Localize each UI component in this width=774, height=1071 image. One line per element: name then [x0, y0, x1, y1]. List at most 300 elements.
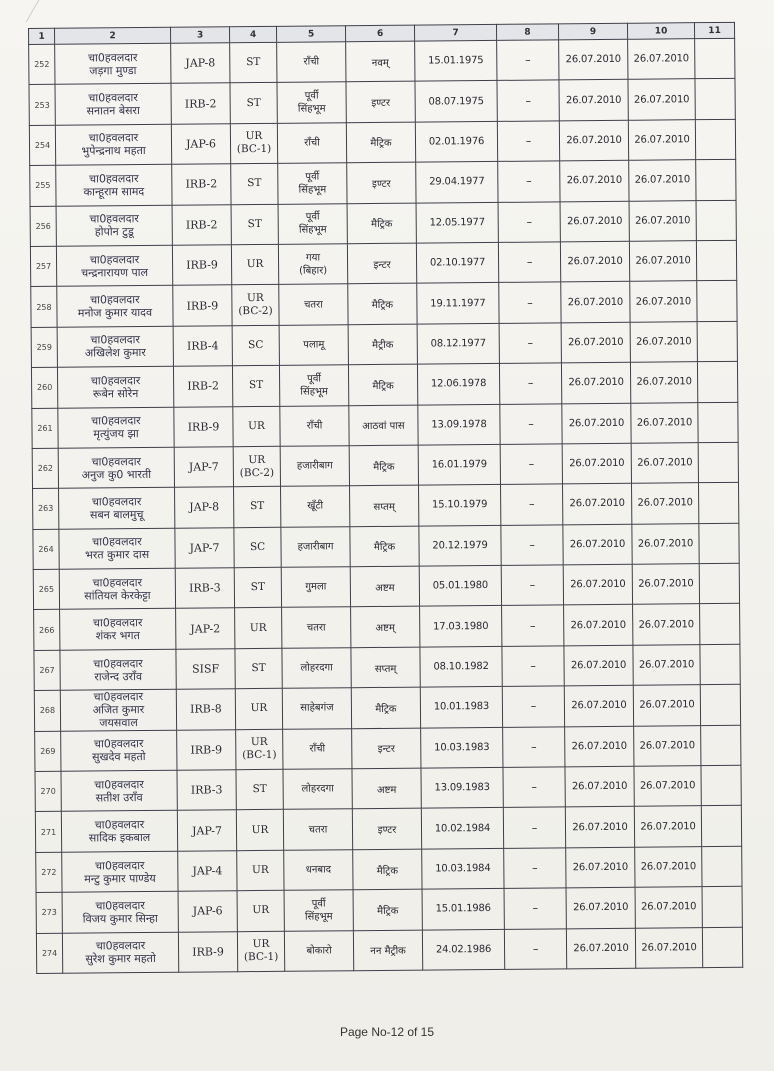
date-cell-9: 26.07.2010 — [559, 120, 628, 161]
date-cell-9: 26.07.2010 — [566, 887, 635, 928]
district-cell-line: धनबाद — [305, 864, 332, 876]
birth-date-cell: 13.09.1978 — [418, 404, 500, 445]
district-cell — [278, 203, 347, 244]
unit-cell: JAP-2 — [176, 608, 235, 649]
column-8-cell: – — [498, 161, 560, 202]
person-name: मनोज कुमार यादव — [77, 305, 153, 320]
rank-name-cell — [61, 811, 177, 852]
unit-cell: SISF — [176, 649, 235, 690]
serial-number-cell: 253 — [29, 85, 55, 126]
district-cell-line: पूर्वी — [304, 90, 319, 102]
category-cell — [236, 810, 283, 851]
unit-cell: IRB-9 — [177, 729, 236, 770]
education-cell: इण्टर — [347, 162, 416, 203]
serial-number-cell: 268 — [34, 690, 60, 731]
column-11-cell — [697, 281, 737, 322]
date-cell-10: 26.07.2010 — [628, 119, 695, 160]
district-cell-line: राँची — [304, 137, 320, 149]
date-cell-10: 26.07.2010 — [634, 766, 701, 807]
birth-date-cell: 05.01.1980 — [419, 565, 501, 606]
person-name: कान्हूराम सामद — [83, 184, 145, 199]
unit-cell: IRB-3 — [177, 770, 236, 811]
education-cell: अष्टम् — [351, 607, 420, 648]
category-cell-line: UR — [248, 419, 265, 432]
category-cell — [233, 446, 280, 487]
district-cell — [277, 82, 346, 123]
birth-date-cell: 02.10.1977 — [416, 242, 498, 283]
table-row — [36, 846, 742, 893]
date-cell-10: 26.07.2010 — [628, 39, 695, 80]
unit-cell: IRB-9 — [172, 245, 231, 286]
table-row — [36, 887, 742, 934]
education-cell: इन्टर — [352, 728, 421, 769]
rank-label: चा0हवलदार — [89, 171, 139, 186]
column-11-cell — [702, 927, 742, 968]
table-row — [30, 160, 736, 207]
district-cell — [283, 769, 352, 810]
rank-label: चा0हवलदार — [87, 50, 138, 65]
column-11-cell — [702, 887, 742, 928]
date-cell-9: 26.07.2010 — [563, 524, 632, 565]
date-cell-9: 26.07.2010 — [563, 484, 632, 525]
district-cell-line: पलामू — [303, 339, 325, 351]
table-row — [29, 119, 735, 166]
date-cell-9: 26.07.2010 — [559, 39, 628, 80]
unit-cell: JAP-7 — [175, 527, 234, 568]
table-row — [30, 200, 736, 247]
rank-name-cell — [56, 205, 172, 246]
date-cell-10: 26.07.2010 — [631, 443, 698, 484]
district-cell — [283, 809, 352, 850]
person-name: सांतियल केरकेट्टा — [84, 588, 151, 603]
person-name: राजेन्द उराँव — [94, 669, 143, 683]
rank-name-cell — [60, 649, 176, 690]
serial-number-cell: 273 — [36, 892, 62, 933]
district-cell — [278, 163, 347, 204]
table-row — [32, 442, 738, 489]
column-11-cell — [701, 725, 741, 766]
district-cell-line: सिंहभूम — [298, 184, 327, 196]
category-cell — [234, 567, 281, 608]
education-cell: मैट्रिक — [348, 283, 417, 324]
rank-name-cell — [59, 568, 175, 609]
serial-number-cell: 274 — [36, 933, 62, 974]
serial-number-cell: 271 — [35, 812, 61, 853]
category-cell-line: (BC-2) — [238, 304, 273, 318]
column-8-cell: – — [504, 928, 566, 969]
table-row — [33, 483, 739, 530]
district-cell-line: चतरा — [308, 824, 328, 836]
serial-number-cell: 264 — [33, 529, 59, 570]
table-row — [29, 79, 735, 126]
serial-number-cell: 255 — [30, 165, 56, 206]
column-8-cell: – — [504, 848, 566, 889]
district-cell — [279, 284, 348, 325]
person-name: सबन बालमुचू — [89, 507, 144, 522]
category-cell-line: SC — [248, 338, 264, 352]
date-cell-10: 26.07.2010 — [633, 604, 700, 645]
category-cell-line: UR — [250, 702, 268, 715]
district-cell — [282, 607, 351, 648]
column-header-9: 9 — [558, 23, 627, 40]
rank-name-cell — [56, 164, 172, 205]
rank-name-cell — [59, 488, 175, 529]
person-name: मन्टु कुमार पाण्डेय — [84, 871, 156, 886]
person-name: सुखदेव महतो — [92, 750, 146, 764]
education-cell: नवम् — [346, 41, 415, 82]
district-cell-line: राँची — [306, 420, 323, 432]
rank-name-cell — [55, 43, 171, 84]
birth-date-cell: 08.07.1975 — [415, 81, 497, 122]
column-8-cell: – — [499, 282, 561, 323]
category-cell-line: UR — [248, 453, 266, 466]
category-cell — [232, 285, 279, 326]
district-cell — [284, 850, 353, 891]
rank-name-cell — [58, 407, 174, 448]
category-cell-line: ST — [252, 783, 267, 796]
column-header-4: 4 — [229, 26, 276, 42]
rank-label: चा0हवलदार — [95, 898, 145, 913]
category-cell-line: UR — [252, 938, 270, 951]
column-8-cell: – — [499, 363, 561, 404]
district-cell — [280, 405, 349, 446]
column-8-cell: – — [502, 686, 564, 727]
rank-label: चा0हवलदार — [89, 252, 140, 267]
district-cell-line: गया — [305, 252, 321, 264]
column-11-cell — [700, 685, 740, 726]
birth-date-cell: 15.10.1979 — [419, 485, 501, 526]
birth-date-cell: 10.03.1984 — [422, 848, 504, 889]
district-cell — [279, 365, 348, 406]
person-name: सादिक इकबाल — [88, 831, 151, 845]
district-cell-line: हजारीबाग — [297, 541, 334, 553]
district-cell-line: पूर्वी — [305, 211, 320, 223]
date-cell-9: 26.07.2010 — [564, 645, 633, 686]
district-cell — [281, 486, 350, 527]
date-cell-9: 26.07.2010 — [564, 685, 633, 726]
category-cell-line: (BC-2) — [239, 466, 275, 479]
column-11-cell — [702, 846, 742, 887]
category-cell-line: (BC-1) — [243, 951, 279, 964]
person-name: शंकर भगत — [95, 629, 140, 643]
date-cell-9: 26.07.2010 — [562, 443, 631, 484]
column-8-cell: – — [497, 80, 559, 121]
birth-date-cell: 08.10.1982 — [420, 646, 502, 687]
category-cell — [231, 204, 278, 245]
rank-name-cell — [58, 447, 174, 488]
date-cell-10: 26.07.2010 — [632, 564, 699, 605]
category-cell — [230, 83, 277, 124]
district-cell — [277, 42, 346, 83]
unit-cell: IRB-2 — [172, 204, 231, 245]
birth-date-cell: 16.01.1979 — [418, 444, 500, 485]
rank-label: चा0हवलदार — [93, 737, 144, 751]
rank-label: चा0हवलदार — [90, 333, 141, 347]
column-11-cell — [696, 200, 736, 241]
unit-cell: JAP-8 — [175, 487, 234, 528]
education-cell: मैट्रिक — [349, 445, 418, 486]
education-cell: मैट्रिक — [348, 364, 417, 405]
date-cell-10: 26.07.2010 — [630, 362, 697, 403]
person-name: विजय कुमार सिन्हा — [82, 911, 158, 926]
date-cell-10: 26.07.2010 — [630, 281, 697, 322]
date-cell-10: 26.07.2010 — [632, 523, 699, 564]
personnel-table — [28, 22, 743, 974]
rank-name-cell — [62, 891, 178, 932]
category-cell — [234, 487, 281, 528]
education-cell: मैट्रिक — [350, 526, 419, 567]
category-cell-line: UR — [245, 130, 263, 143]
serial-number-cell: 269 — [35, 731, 61, 772]
column-8-cell: – — [503, 807, 565, 848]
unit-cell: IRB-9 — [174, 406, 233, 447]
column-8-cell: – — [502, 605, 564, 646]
column-8-cell: – — [499, 323, 561, 364]
rank-name-cell — [61, 730, 177, 771]
category-cell — [232, 365, 279, 406]
person-name: जयसवाल — [99, 716, 138, 730]
category-cell — [235, 648, 282, 689]
person-name: चन्द्रनारायण पाल — [81, 265, 149, 280]
category-cell-line: UR — [250, 736, 268, 749]
rank-label: चा0हवलदार — [90, 293, 140, 307]
education-cell: इण्टर — [346, 82, 415, 123]
district-cell-line: (बिहार) — [299, 265, 328, 277]
date-cell-9: 26.07.2010 — [562, 403, 631, 444]
rank-name-cell — [55, 124, 171, 165]
table-row — [35, 806, 741, 853]
unit-cell: IRB-2 — [171, 83, 230, 124]
category-cell — [234, 527, 281, 568]
district-cell-line: चतरा — [304, 298, 323, 311]
date-cell-10: 26.07.2010 — [635, 887, 702, 928]
column-11-cell — [701, 765, 741, 806]
table-row — [30, 240, 736, 287]
category-cell-line: UR — [246, 291, 264, 305]
column-8-cell: – — [503, 726, 565, 767]
serial-number-cell: 256 — [30, 206, 56, 247]
page-fold-mark — [0, 0, 39, 22]
rank-name-cell — [62, 932, 178, 973]
column-8-cell: – — [503, 767, 565, 808]
category-cell — [235, 608, 282, 649]
unit-cell: JAP-6 — [178, 891, 237, 932]
date-cell-10: 26.07.2010 — [633, 645, 700, 686]
date-cell-9: 26.07.2010 — [561, 362, 630, 403]
table-row — [36, 927, 742, 974]
person-name: भुपेन्द्रनाथ महता — [81, 144, 146, 159]
date-cell-10: 26.07.2010 — [635, 846, 702, 887]
education-cell: मैट्रिक — [346, 122, 415, 163]
table-row — [31, 281, 737, 328]
category-cell-line: UR — [249, 621, 267, 634]
date-cell-9: 26.07.2010 — [561, 322, 630, 363]
district-cell — [280, 446, 349, 487]
date-cell-10: 26.07.2010 — [633, 685, 700, 726]
education-cell: सप्तम् — [351, 647, 420, 688]
rank-name-cell — [55, 84, 171, 125]
category-cell — [232, 325, 279, 366]
education-cell: अष्टम — [352, 768, 421, 809]
district-cell-line: हजारीबाग — [296, 460, 333, 472]
district-cell — [282, 648, 351, 689]
date-cell-9: 26.07.2010 — [565, 766, 634, 807]
rank-name-cell — [59, 528, 175, 569]
birth-date-cell: 13.09.1983 — [421, 767, 503, 808]
column-8-cell: – — [500, 403, 562, 444]
birth-date-cell: 02.01.1976 — [415, 121, 497, 162]
category-cell-line: UR — [252, 904, 270, 917]
category-cell — [233, 406, 280, 447]
unit-cell: IRB-9 — [173, 285, 232, 326]
education-cell: नन मैट्रीक — [353, 930, 422, 971]
column-11-cell — [698, 483, 738, 524]
column-header-11: 11 — [694, 22, 734, 38]
rank-label: चा0हवलदार — [92, 575, 143, 590]
rank-label: चा0हवलदार — [91, 454, 142, 469]
person-name: जड़गा मुण्डा — [89, 63, 137, 78]
column-8-cell: – — [500, 444, 562, 485]
rank-name-cell — [57, 366, 173, 407]
rank-label: चा0हवलदार — [93, 656, 143, 671]
birth-date-cell: 12.05.1977 — [416, 202, 498, 243]
birth-date-cell: 24.02.1986 — [422, 929, 504, 970]
column-11-cell — [698, 442, 738, 483]
birth-date-cell: 10.02.1984 — [421, 808, 503, 849]
serial-number-cell: 258 — [31, 287, 57, 328]
education-cell: मैट्रिक — [353, 849, 422, 890]
date-cell-10: 26.07.2010 — [631, 402, 698, 443]
column-header-5: 5 — [276, 26, 345, 43]
district-cell — [281, 526, 350, 567]
birth-date-cell: 10.03.1983 — [421, 727, 503, 768]
date-cell-9: 26.07.2010 — [563, 564, 632, 605]
education-cell: इन्टर — [347, 243, 416, 284]
unit-cell: IRB-2 — [172, 164, 231, 205]
column-11-cell — [695, 38, 735, 79]
unit-cell: IRB-8 — [176, 689, 235, 730]
education-cell: आठवां पास — [349, 405, 418, 446]
date-cell-9: 26.07.2010 — [566, 847, 635, 888]
district-cell — [283, 728, 352, 769]
unit-cell: IRB-9 — [178, 931, 237, 972]
category-cell — [231, 244, 278, 285]
serial-number-cell: 252 — [29, 44, 55, 85]
category-cell-line: UR — [246, 258, 264, 271]
table-row — [34, 604, 740, 651]
date-cell-10: 26.07.2010 — [629, 200, 696, 241]
education-cell: मैट्रिक — [353, 889, 422, 930]
unit-cell: JAP-6 — [171, 124, 230, 165]
category-cell-line: (BC-1) — [236, 143, 272, 156]
rank-name-cell — [57, 326, 173, 367]
column-8-cell: – — [497, 40, 559, 81]
district-cell-line: सिंहभूम — [300, 386, 329, 398]
column-8-cell: – — [497, 121, 559, 162]
column-8-cell: – — [501, 484, 563, 525]
district-cell — [278, 244, 347, 285]
rank-label: चा0हवलदार — [88, 131, 139, 145]
rank-name-cell — [56, 245, 172, 286]
district-cell-line: चतरा — [306, 622, 326, 634]
category-cell-line: UR — [251, 823, 269, 836]
serial-number-cell: 259 — [31, 327, 57, 368]
date-cell-10: 26.07.2010 — [631, 483, 698, 524]
unit-cell: IRB-4 — [173, 325, 232, 366]
category-cell — [237, 891, 284, 932]
rank-label: चा0हवलदार — [88, 91, 138, 105]
district-cell — [277, 123, 346, 164]
date-cell-9: 26.07.2010 — [565, 726, 634, 767]
date-cell-9: 26.07.2010 — [561, 282, 630, 323]
page-number: Page No-12 of 15 — [339, 1025, 435, 1039]
rank-name-cell — [61, 770, 177, 811]
date-cell-10: 26.07.2010 — [629, 241, 696, 282]
unit-cell: JAP-7 — [174, 447, 233, 488]
rank-name-cell — [62, 851, 178, 892]
birth-date-cell: 12.06.1978 — [417, 364, 499, 405]
date-cell-10: 26.07.2010 — [635, 927, 702, 968]
person-name: अजित कुमार — [92, 703, 145, 717]
person-name: सुरेश कुमार महतो — [85, 952, 156, 966]
column-header-6: 6 — [345, 25, 414, 42]
unit-cell: JAP-8 — [171, 43, 230, 84]
rank-label: चा0हवलदार — [91, 414, 141, 428]
column-11-cell — [701, 806, 741, 847]
rank-label: चा0हवलदार — [92, 535, 142, 549]
column-8-cell: – — [498, 201, 560, 242]
district-cell-line: राँची — [303, 56, 320, 68]
district-cell — [284, 890, 353, 931]
date-cell-10: 26.07.2010 — [628, 79, 695, 120]
education-cell: मैट्रीक — [348, 324, 417, 365]
serial-number-cell: 260 — [31, 367, 57, 408]
category-cell-line: ST — [246, 56, 261, 69]
category-cell-line: ST — [250, 581, 266, 594]
education-cell: इण्टर — [352, 809, 421, 850]
category-cell — [237, 931, 284, 972]
column-11-cell — [698, 402, 738, 443]
district-cell — [284, 930, 353, 971]
column-8-cell: – — [504, 888, 566, 929]
column-header-7: 7 — [414, 24, 496, 41]
rank-label: चा0हवलदार — [94, 777, 144, 792]
date-cell-10: 26.07.2010 — [634, 806, 701, 847]
serial-number-cell: 254 — [29, 125, 55, 166]
rank-label: चा0हवलदार — [94, 818, 145, 832]
unit-cell: IRB-3 — [175, 568, 234, 609]
column-header-2: 2 — [55, 27, 171, 44]
serial-number-cell: 263 — [33, 489, 59, 530]
date-cell-10: 26.07.2010 — [630, 321, 697, 362]
unit-cell: JAP-4 — [178, 851, 237, 892]
rank-label: चा0हवलदार — [95, 939, 146, 953]
person-name: अखिलेश कुमार — [84, 346, 146, 360]
rank-name-cell — [57, 286, 173, 327]
column-header-1: 1 — [29, 28, 55, 44]
serial-number-cell: 270 — [35, 771, 61, 812]
person-name: रूबेन सोरेन — [92, 386, 139, 401]
unit-cell: IRB-2 — [173, 366, 232, 407]
serial-number-cell: 265 — [33, 569, 59, 610]
table-row — [35, 725, 741, 772]
category-cell-line: ST — [250, 500, 265, 513]
category-cell — [230, 42, 277, 83]
table-row — [33, 563, 739, 610]
table-row — [31, 321, 737, 368]
district-cell-line: गुमला — [305, 581, 327, 593]
person-name: भरत कुमार दास — [85, 548, 150, 562]
